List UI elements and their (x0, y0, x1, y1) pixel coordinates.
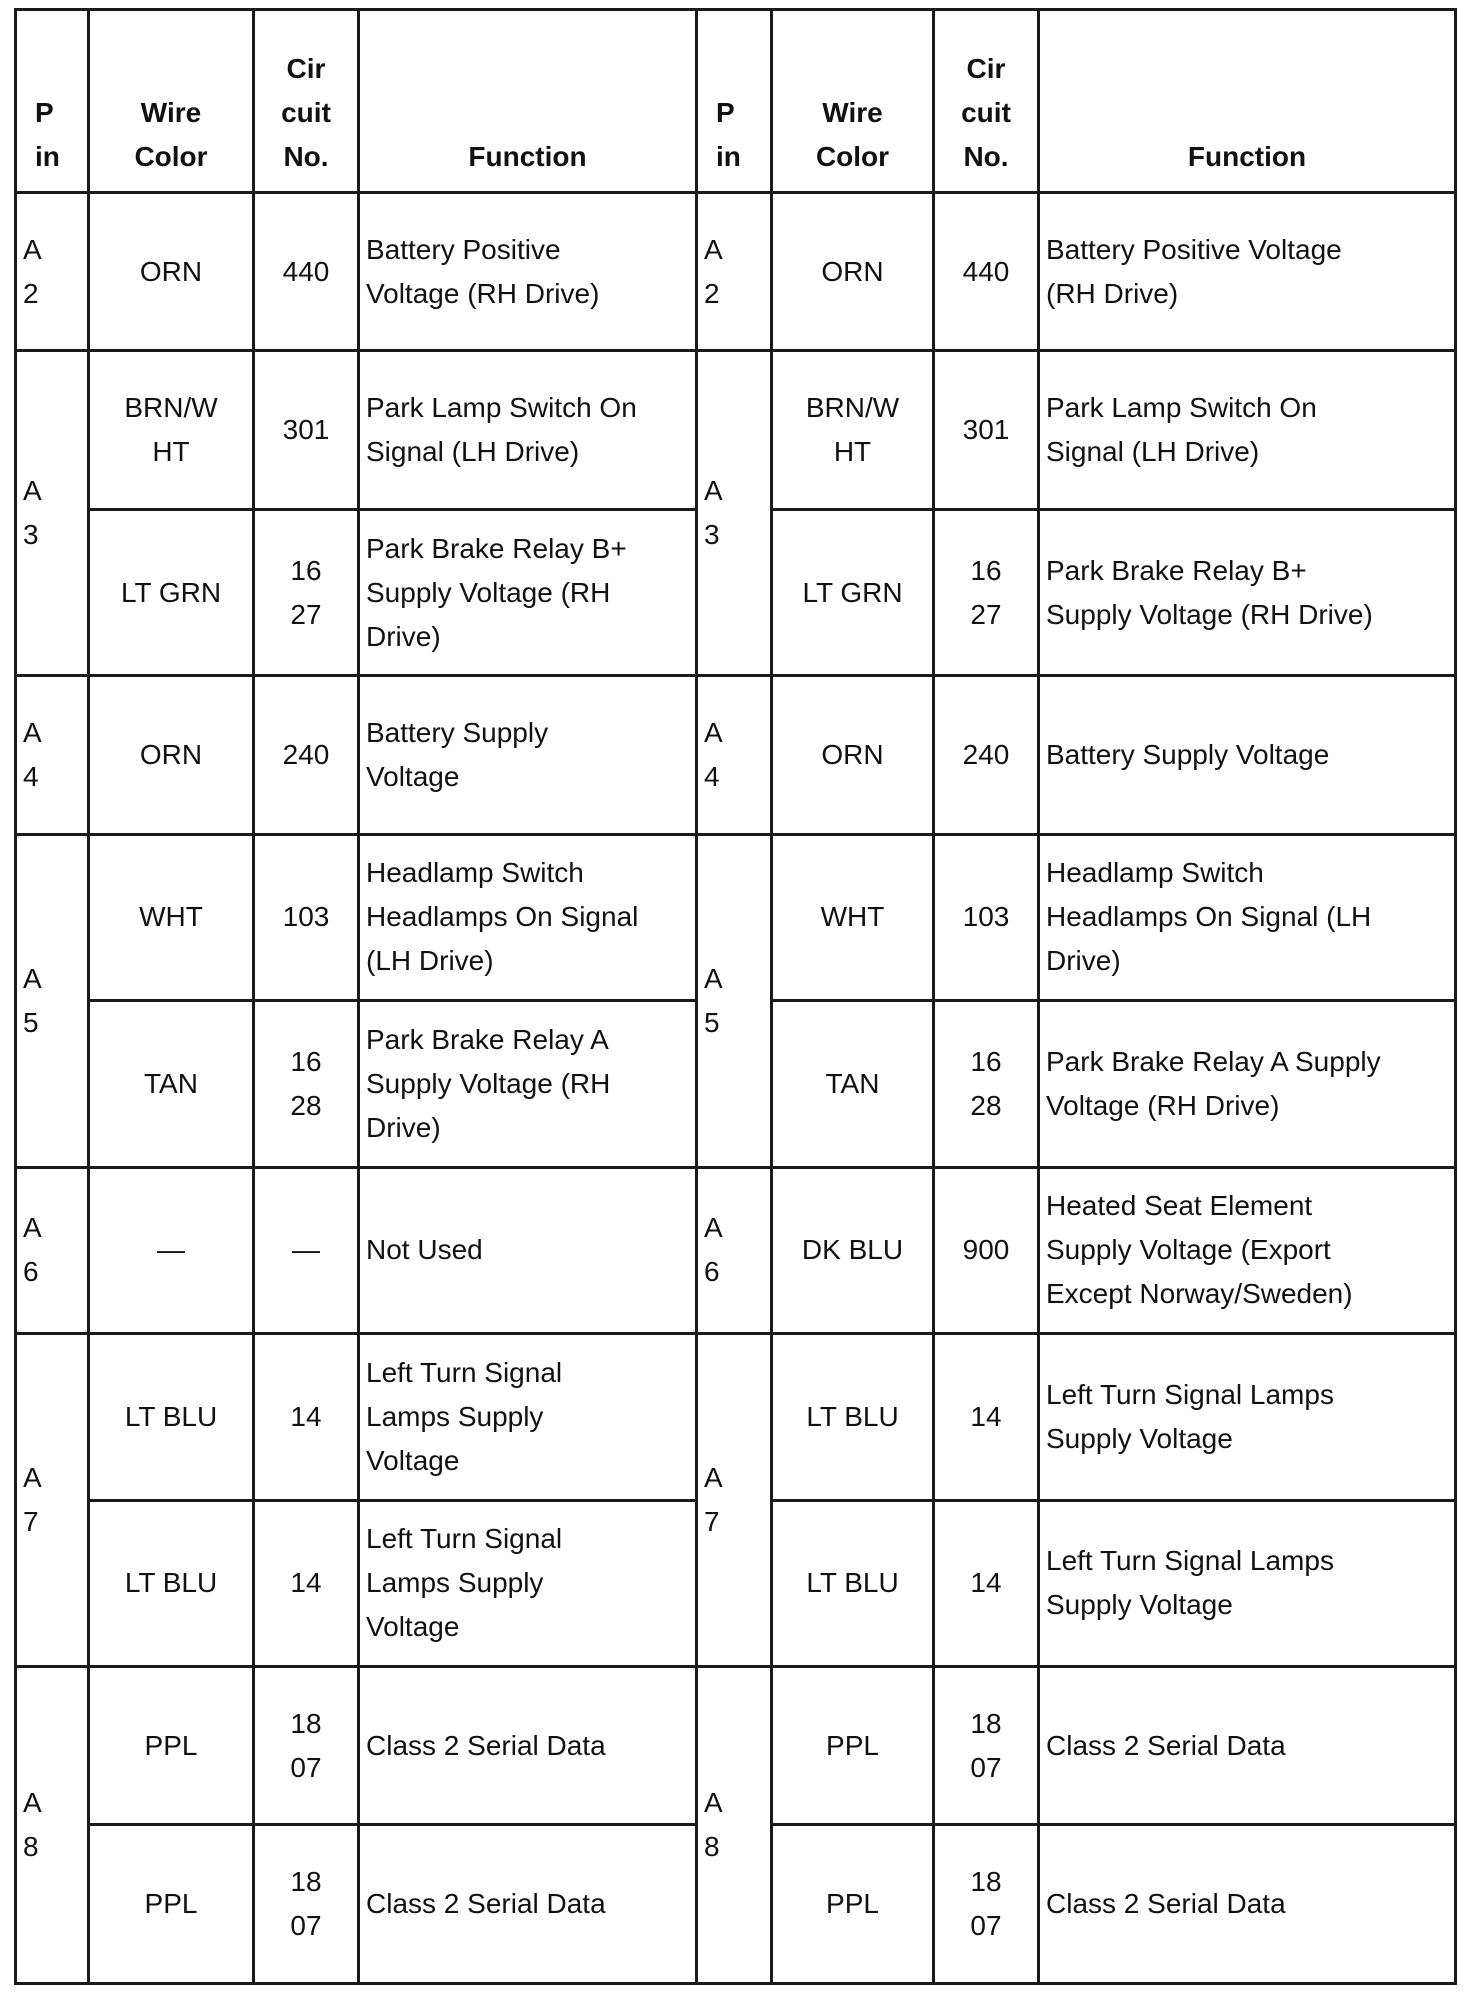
function-line: Battery Supply Voltage (1046, 739, 1330, 771)
wire-color-line: LT BLU (124, 1400, 218, 1432)
function-cell-left (359, 509, 697, 675)
function-line: Headlamps On Signal (366, 901, 639, 933)
circuit-number-cell-left (254, 1500, 359, 1666)
pin-label: 6 (704, 1256, 720, 1288)
pin-label: 5 (704, 1006, 720, 1038)
wire-color-line: BRN/W (124, 392, 218, 424)
wire-color-line: TAN (825, 1067, 880, 1099)
pin-label: A (704, 1462, 723, 1494)
function-cell-right (1039, 1667, 1456, 1825)
function-line: Headlamps On Signal (LH (1046, 901, 1372, 933)
wire-color-cell-right (772, 1667, 934, 1825)
circuit-number-cell-left (254, 1825, 359, 1984)
circuit-number-line: 16 (970, 554, 1002, 586)
wire-color-cell-left (89, 1667, 254, 1825)
function-line: Park Brake Relay B+ (1046, 554, 1307, 586)
function-cell-left (359, 834, 697, 1000)
header-circuit-line: No. (283, 141, 329, 172)
function-line: Voltage (366, 1611, 460, 1643)
wire-color-cell-left (89, 1500, 254, 1666)
wire-color-cell-right (772, 1500, 934, 1666)
circuit-number-line: 27 (970, 598, 1002, 630)
pin-label: 3 (704, 519, 720, 551)
function-line: Battery Positive Voltage (1046, 233, 1342, 265)
circuit-number-cell-left (254, 351, 359, 509)
pin-cell-left (16, 351, 89, 676)
function-line: Supply Voltage (1046, 1589, 1233, 1621)
header-wire-color-line: Color (134, 141, 208, 172)
circuit-number-line: 440 (282, 255, 330, 287)
wire-color-cell-left (89, 1001, 254, 1167)
wire-color-cell-left (89, 193, 254, 351)
circuit-number-line: 301 (962, 414, 1010, 446)
pin-label: 8 (23, 1831, 39, 1863)
function-line: Left Turn Signal Lamps (1046, 1378, 1334, 1410)
wire-color-cell-right (772, 1001, 934, 1167)
pin-label: A (704, 475, 723, 507)
pin-cell-right (697, 351, 772, 676)
function-line: Park Brake Relay A Supply (1046, 1045, 1381, 1077)
circuit-number-line: 18 (290, 1707, 322, 1739)
circuit-number-cell-right (934, 351, 1039, 509)
header-wire-color-line: Wire (140, 97, 202, 128)
header-pin-right (697, 10, 772, 193)
circuit-number-cell-right (934, 193, 1039, 351)
function-line: Except Norway/Sweden) (1046, 1278, 1353, 1310)
function-cell-right (1039, 1825, 1456, 1984)
function-line: Voltage (RH Drive) (1046, 1089, 1280, 1121)
header-pin-line: in (35, 141, 60, 172)
wire-color-cell-right (772, 834, 934, 1000)
wire-color-line: PPL (826, 1729, 879, 1761)
wire-color-cell-right (772, 676, 934, 834)
wire-color-cell-left (89, 676, 254, 834)
circuit-number-cell-left (254, 834, 359, 1000)
function-line: Drive) (1046, 945, 1121, 977)
pin-label: A (23, 1212, 42, 1244)
table-row (16, 1167, 1456, 1333)
wire-color-cell-right (772, 1334, 934, 1500)
circuit-number-cell-left (254, 1001, 359, 1167)
function-cell-right (1039, 1001, 1456, 1167)
function-cell-right (1039, 1500, 1456, 1666)
pin-label: A (704, 962, 723, 994)
wire-color-cell-left (89, 1825, 254, 1984)
header-circuit-line: cuit (281, 97, 331, 128)
circuit-number-cell-left (254, 1667, 359, 1825)
function-cell-left (359, 1167, 697, 1333)
circuit-number-line: 18 (290, 1866, 322, 1898)
pin-label: A (23, 475, 42, 507)
function-line: Class 2 Serial Data (366, 1729, 606, 1761)
pinout-body (16, 193, 1456, 1984)
table-row (16, 1334, 1456, 1500)
connector-pinout-table (14, 8, 1457, 1985)
pin-cell-left (16, 1334, 89, 1667)
function-line: Battery Positive (366, 233, 561, 265)
function-line: Voltage (RH Drive) (366, 277, 600, 309)
wire-color-line: TAN (144, 1067, 198, 1099)
function-cell-left (359, 676, 697, 834)
wire-color-cell-right (772, 509, 934, 675)
circuit-number-cell-right (934, 509, 1039, 675)
function-cell-right (1039, 1167, 1456, 1333)
pin-label: 7 (23, 1506, 39, 1538)
circuit-number-line: 07 (970, 1751, 1002, 1783)
wire-color-line: HT (833, 436, 872, 468)
function-line: Signal (LH Drive) (1046, 436, 1260, 468)
function-line: Class 2 Serial Data (1046, 1729, 1286, 1761)
header-wire-color-line: Color (815, 141, 890, 172)
function-line: Not Used (366, 1234, 483, 1266)
function-line: Signal (LH Drive) (366, 436, 580, 468)
circuit-number-cell-left (254, 1334, 359, 1500)
wire-color-cell-right (772, 1167, 934, 1333)
wire-color-cell-right (772, 351, 934, 509)
function-line: Supply Voltage (RH (366, 1067, 611, 1099)
circuit-number-line: 27 (290, 598, 322, 630)
circuit-number-line: 07 (290, 1751, 322, 1783)
wire-color-line: ORN (139, 739, 203, 771)
circuit-number-cell-right (934, 676, 1039, 834)
circuit-number-line: 900 (962, 1234, 1010, 1266)
pin-cell-left (16, 1667, 89, 1984)
circuit-number-line: 07 (970, 1910, 1002, 1942)
pin-label: 6 (23, 1256, 39, 1288)
function-line: Headlamp Switch (1046, 857, 1264, 889)
pin-label: 2 (704, 277, 720, 309)
circuit-number-line: 14 (290, 1400, 322, 1432)
pin-label: 7 (704, 1506, 720, 1538)
circuit-number-cell-left (254, 1167, 359, 1333)
circuit-number-line: — (292, 1234, 320, 1266)
circuit-number-line: 14 (290, 1567, 322, 1599)
function-line: Lamps Supply (366, 1400, 544, 1432)
function-cell-right (1039, 351, 1456, 509)
table-row (16, 351, 1456, 509)
function-line: Headlamp Switch (366, 857, 584, 889)
wire-color-line: — (157, 1234, 185, 1266)
wire-color-cell-right (772, 1825, 934, 1984)
pin-label: A (704, 1212, 723, 1244)
header-circuit-right (934, 10, 1039, 193)
function-cell-left (359, 1500, 697, 1666)
circuit-number-line: 14 (970, 1400, 1002, 1432)
function-cell-right (1039, 1334, 1456, 1500)
circuit-number-cell-right (934, 1667, 1039, 1825)
header-circuit-line: No. (963, 141, 1009, 172)
header-wire-color-line: Wire (822, 97, 883, 128)
function-line: Park Brake Relay A (366, 1023, 609, 1055)
circuit-number-cell-left (254, 509, 359, 675)
circuit-number-line: 28 (290, 1089, 322, 1121)
circuit-number-cell-left (254, 676, 359, 834)
pin-cell-left (16, 193, 89, 351)
pin-label: 4 (704, 761, 720, 793)
header-wire-color-left (89, 10, 254, 193)
pin-label: 5 (23, 1006, 39, 1038)
function-cell-left (359, 1334, 697, 1500)
circuit-number-line: 301 (282, 414, 330, 446)
header-pin-left (16, 10, 89, 193)
header-circuit-line: Cir (286, 53, 326, 84)
function-line: (RH Drive) (1046, 277, 1179, 309)
circuit-number-line: 440 (962, 255, 1010, 287)
function-cell-left (359, 1001, 697, 1167)
function-line: Park Lamp Switch On (366, 392, 637, 424)
header-circuit-left (254, 10, 359, 193)
pin-cell-right (697, 193, 772, 351)
table-row (16, 834, 1456, 1000)
function-line: Heated Seat Element (1046, 1190, 1313, 1222)
pin-label: 8 (704, 1831, 720, 1863)
pin-label: 4 (23, 761, 39, 793)
function-cell-left (359, 193, 697, 351)
function-line: Voltage (366, 761, 460, 793)
wire-color-cell-left (89, 509, 254, 675)
function-line: (LH Drive) (366, 945, 494, 977)
wire-color-line: ORN (821, 255, 884, 287)
table-row (16, 676, 1456, 834)
header-pin-line: in (716, 141, 741, 172)
circuit-number-cell-right (934, 1334, 1039, 1500)
pin-label: A (704, 1787, 723, 1819)
pin-label: A (23, 233, 42, 265)
function-cell-right (1039, 834, 1456, 1000)
function-cell-right (1039, 193, 1456, 351)
header-row (16, 10, 1456, 193)
function-cell-left (359, 351, 697, 509)
pin-label: A (23, 717, 42, 749)
wire-color-line: WHT (139, 901, 203, 933)
function-line: Left Turn Signal (366, 1523, 563, 1555)
function-line: Voltage (366, 1444, 460, 1476)
wire-color-line: LT GRN (120, 576, 222, 608)
function-line: Supply Voltage (Export (1046, 1234, 1331, 1266)
function-line: Park Brake Relay B+ (366, 532, 627, 564)
circuit-number-cell-right (934, 1167, 1039, 1333)
function-line: Drive) (366, 1111, 441, 1143)
function-cell-left (359, 1667, 697, 1825)
header-circuit-line: cuit (961, 97, 1011, 128)
circuit-number-line: 18 (970, 1866, 1002, 1898)
pin-label: A (704, 717, 723, 749)
circuit-number-line: 240 (282, 739, 330, 771)
circuit-number-line: 16 (290, 1045, 322, 1077)
circuit-number-line: 28 (970, 1089, 1002, 1121)
function-line: Battery Supply (366, 717, 549, 749)
header-function-right: Function (1039, 10, 1456, 193)
table-row (16, 193, 1456, 351)
wire-color-line: LT BLU (806, 1400, 899, 1432)
pin-cell-right (697, 1667, 772, 1984)
circuit-number-cell-left (254, 193, 359, 351)
circuit-number-line: 18 (970, 1707, 1002, 1739)
wire-color-cell-right (772, 193, 934, 351)
wire-color-cell-left (89, 1334, 254, 1500)
function-cell-left (359, 1825, 697, 1984)
pin-cell-left (16, 834, 89, 1167)
table-row (16, 1667, 1456, 1825)
header-pin-line: P (35, 97, 54, 128)
pin-label: A (23, 1462, 42, 1494)
function-line: Supply Voltage (RH (366, 576, 611, 608)
circuit-number-line: 16 (970, 1045, 1002, 1077)
wire-color-line: WHT (820, 901, 885, 933)
header-circuit-line: Cir (966, 53, 1006, 84)
function-line: Park Lamp Switch On (1046, 392, 1317, 424)
function-cell-right (1039, 509, 1456, 675)
pin-cell-right (697, 676, 772, 834)
wire-color-cell-left (89, 351, 254, 509)
wire-color-line: DK BLU (801, 1234, 904, 1266)
circuit-number-cell-right (934, 1500, 1039, 1666)
function-line: Class 2 Serial Data (366, 1888, 606, 1920)
pin-label: 3 (23, 519, 39, 551)
circuit-number-line: 240 (962, 739, 1010, 771)
circuit-number-cell-right (934, 1001, 1039, 1167)
function-line: Supply Voltage (1046, 1422, 1233, 1454)
pinout-table-sheet (14, 8, 1454, 1985)
function-line: Supply Voltage (RH Drive) (1046, 598, 1373, 630)
pin-cell-right (697, 1167, 772, 1333)
pin-label: A (704, 233, 723, 265)
header-function-left: Function (359, 10, 697, 193)
pin-cell-left (16, 676, 89, 834)
wire-color-line: PPL (144, 1729, 198, 1761)
wire-color-line: PPL (144, 1888, 198, 1920)
wire-color-line: HT (152, 436, 190, 468)
pin-label: 2 (23, 277, 39, 309)
wire-color-line: BRN/W (805, 392, 900, 424)
circuit-number-line: 07 (290, 1910, 322, 1942)
pin-cell-left (16, 1167, 89, 1333)
wire-color-line: LT BLU (806, 1567, 899, 1599)
pin-label: A (23, 962, 42, 994)
circuit-number-line: 14 (970, 1567, 1002, 1599)
function-line: Class 2 Serial Data (1046, 1888, 1286, 1920)
wire-color-cell-left (89, 1167, 254, 1333)
function-line: Left Turn Signal Lamps (1046, 1545, 1334, 1577)
wire-color-line: PPL (826, 1888, 879, 1920)
wire-color-line: LT GRN (802, 576, 903, 608)
wire-color-line: ORN (821, 739, 884, 771)
circuit-number-line: 103 (282, 901, 330, 933)
pin-cell-right (697, 834, 772, 1167)
function-line: Drive) (366, 620, 441, 652)
wire-color-cell-left (89, 834, 254, 1000)
circuit-number-line: 103 (962, 901, 1010, 933)
circuit-number-cell-right (934, 1825, 1039, 1984)
function-cell-right (1039, 676, 1456, 834)
circuit-number-cell-right (934, 834, 1039, 1000)
function-line: Lamps Supply (366, 1567, 544, 1599)
pin-label: A (23, 1787, 42, 1819)
pin-cell-right (697, 1334, 772, 1667)
wire-color-line: ORN (139, 255, 203, 287)
header-wire-color-right (772, 10, 934, 193)
wire-color-line: LT BLU (124, 1567, 218, 1599)
header-pin-line: P (716, 97, 735, 128)
circuit-number-line: 16 (290, 554, 322, 586)
function-line: Left Turn Signal (366, 1356, 563, 1388)
